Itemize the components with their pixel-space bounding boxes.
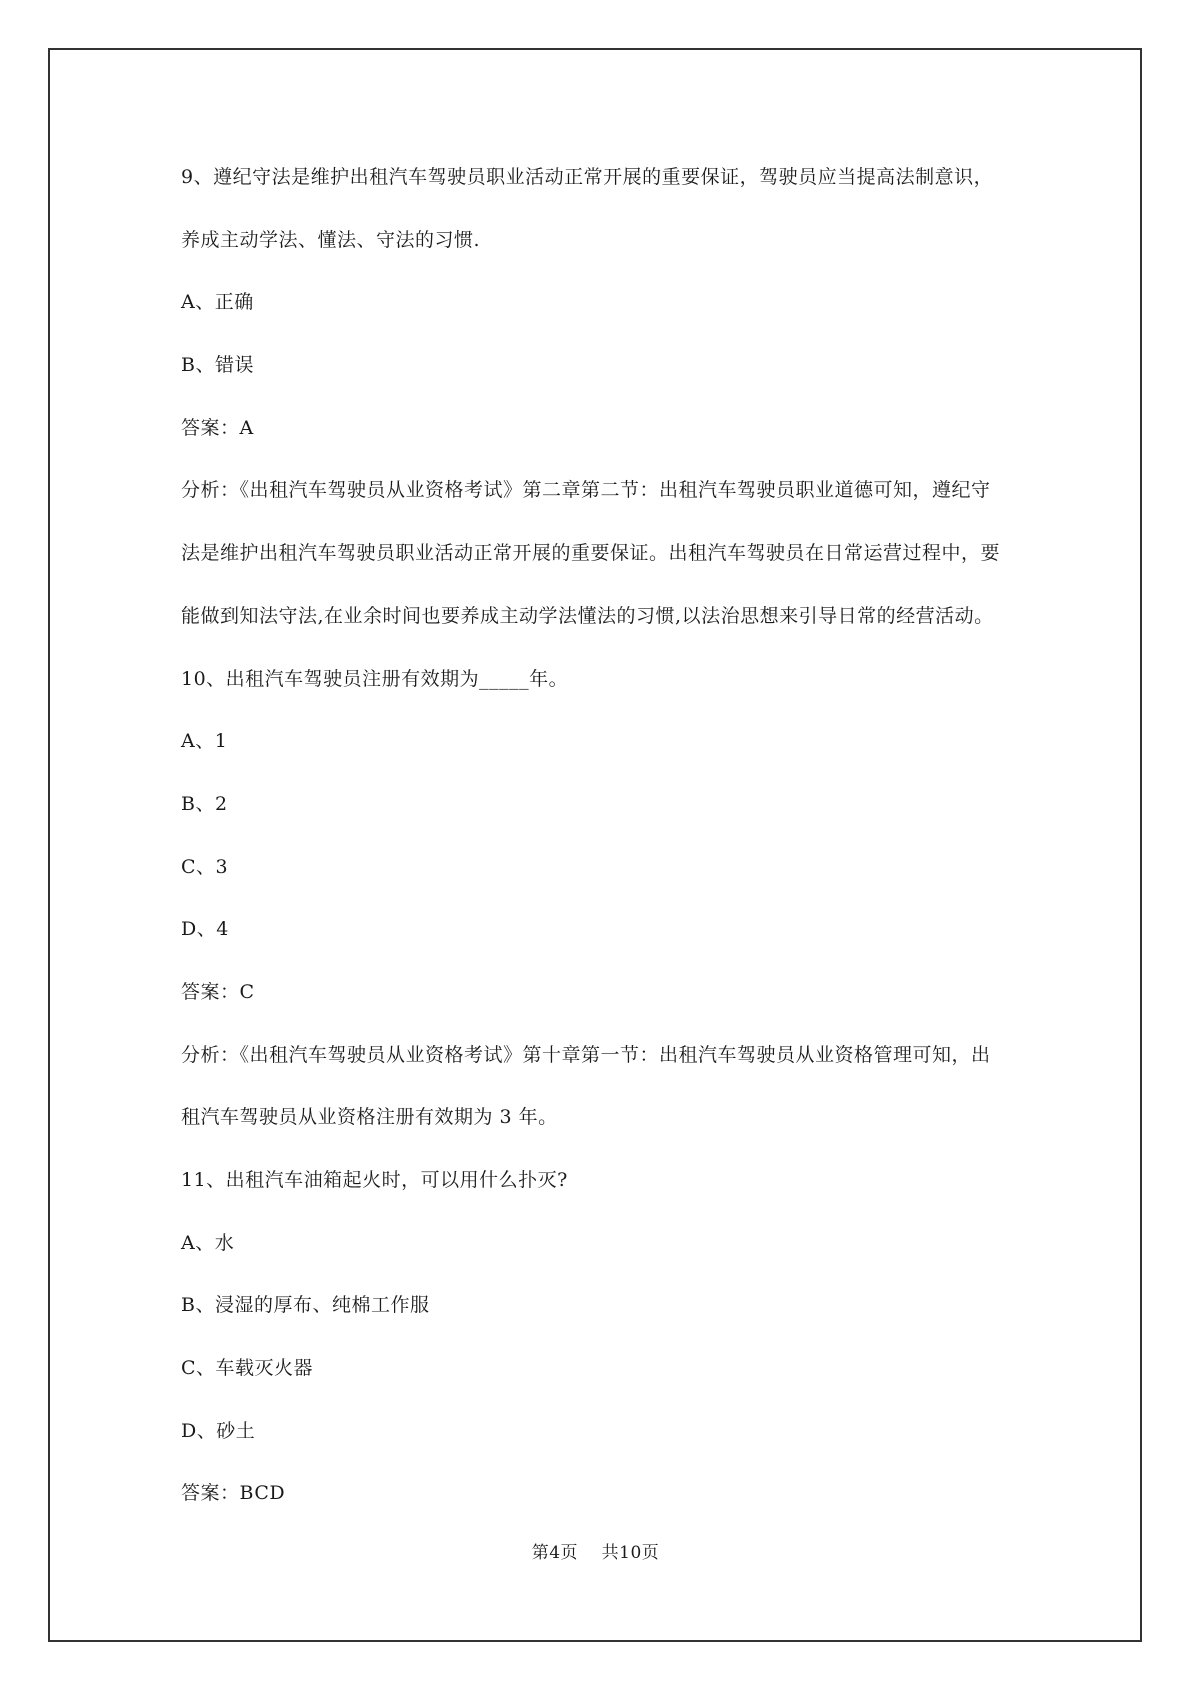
q9-option-a: A、正确: [181, 291, 254, 314]
q10-analysis-line-1: 分析：《出租汽车驾驶员从业资格考试》第十章第一节：出租汽车驾驶员从业资格管理可知，出: [181, 1043, 991, 1066]
q9-stem-line-1: 9、遵纪守法是维护出租汽车驾驶员职业活动正常开展的重要保证，驾驶员应当提高法制意识，: [181, 166, 994, 188]
q10-answer: 答案：C: [181, 980, 255, 1003]
q11-stem: 11、出租汽车油箱起火时，可以用什么扑灭?: [181, 1169, 568, 1191]
q11-option-c: C、车载灭火器: [181, 1357, 314, 1380]
q11-option-b: B、浸湿的厚布、纯棉工作服: [181, 1294, 430, 1317]
q10-stem: 10、出租汽车驾驶员注册有效期为_____年。: [181, 667, 569, 690]
q11-option-a: A、水: [181, 1231, 235, 1254]
page-number-footer: 第4页 共10页: [531, 1543, 660, 1563]
q10-option-c: C、3: [181, 855, 229, 878]
q9-analysis-line-2: 法是维护出租汽车驾驶员职业活动正常开展的重要保证。出租汽车驾驶员在日常运营过程中，要: [181, 542, 1001, 565]
q11-option-d: D、砂土: [181, 1419, 256, 1442]
q9-analysis-line-3: 能做到知法守法,在业余时间也要养成主动学法懂法的习惯,以法治思想来引导日常的经营活动。: [181, 604, 994, 627]
q11-answer: 答案：BCD: [181, 1482, 286, 1505]
q9-option-b: B、错误: [181, 354, 254, 377]
q9-analysis-line-1: 分析：《出租汽车驾驶员从业资格考试》第二章第二节：出租汽车驾驶员职业道德可知，遵纪守: [181, 479, 991, 502]
document-body: [181, 165, 1041, 1544]
q9-stem-line-2: 养成主动学法、懂法、守法的习惯.: [181, 228, 481, 251]
q10-option-a: A、1: [181, 730, 228, 753]
q10-option-d: D、4: [181, 918, 229, 941]
q9-answer: 答案：A: [181, 416, 254, 439]
q10-analysis-line-2: 租汽车驾驶员从业资格注册有效期为 3 年。: [181, 1106, 558, 1129]
q10-option-b: B、2: [181, 792, 228, 815]
